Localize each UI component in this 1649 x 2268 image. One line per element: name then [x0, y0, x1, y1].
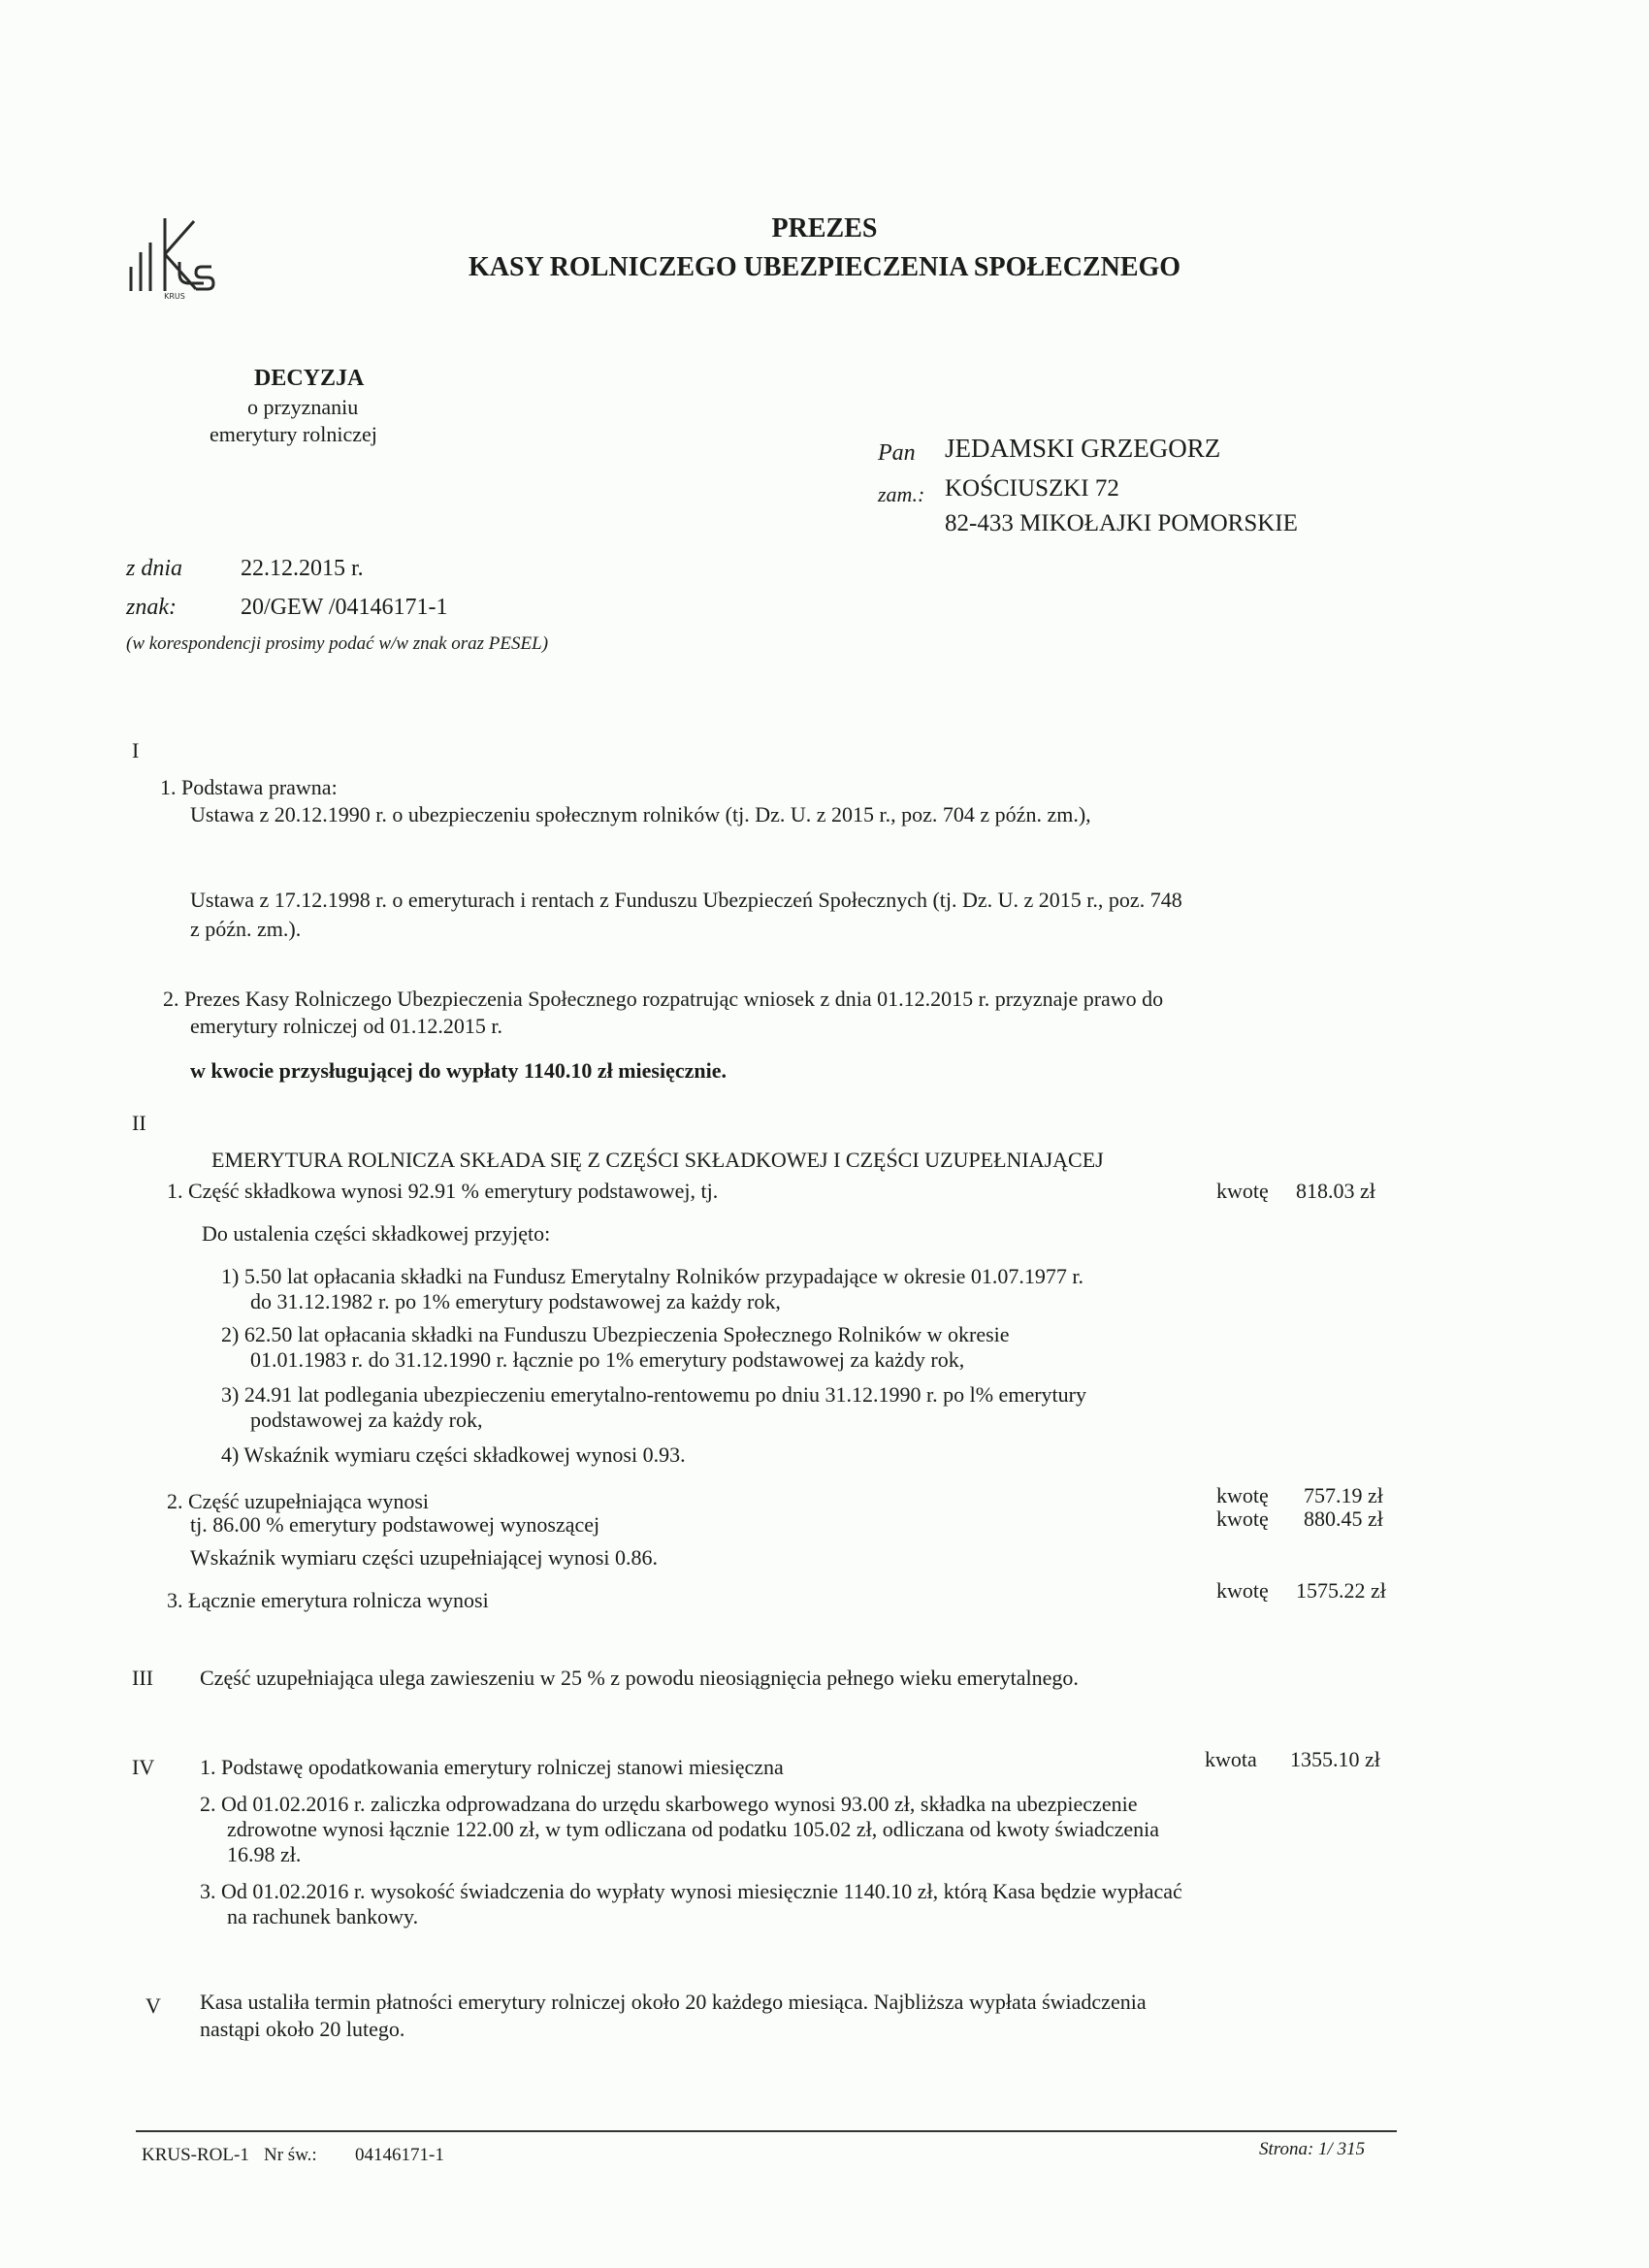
footer-divider — [136, 2130, 1397, 2132]
legal-basis-label: 1. Podstawa prawna: — [160, 775, 338, 799]
total-pension-value: 1575.22 zł — [1296, 1578, 1386, 1603]
decision-title: DECYZJA — [254, 366, 365, 391]
tax-advance-line-3: 16.98 zł. — [227, 1842, 302, 1866]
legal-basis-law-1: Ustawa z 20.12.1990 r. o ubezpieczeniu społecznym rolników (tj. Dz. U. z 2015 r., poz. 704 z późn. zm.), — [190, 802, 1091, 826]
date-label: z dnia — [126, 556, 183, 581]
supplementary-part-line: 2. Część uzupełniająca wynosi — [167, 1489, 430, 1513]
basis-item-1b: do 31.12.1982 r. po 1% emerytury podstawowej za każdy rok, — [250, 1289, 781, 1313]
net-benefit-line-1: 3. Od 01.02.2016 r. wysokość świadczenia do wypłaty wynosi miesięcznie 1140.10 zł, którą Kasa będzie wypłacać — [200, 1879, 1182, 1903]
addressee-pan-label: Pan — [878, 440, 916, 466]
decision-subtitle-2: emerytury rolniczej — [210, 422, 377, 446]
date-value: 22.12.2015 r. — [241, 556, 364, 581]
footer-nr-value: 04146171-1 — [355, 2145, 444, 2165]
basis-item-1a: 1) 5.50 lat opłacania składki na Fundusz Emerytalny Rolników przypadające w okresie 01.07.1977 r. — [221, 1264, 1083, 1288]
basis-item-3b: podstawowej za każdy rok, — [250, 1408, 483, 1432]
section-3-numeral: III — [132, 1666, 153, 1690]
payment-term-line-1: Kasa ustaliła termin płatności emerytury rolniczej około 20 każdego miesiąca. Najbliższa wypłata świadczenia — [200, 1990, 1147, 2014]
contribution-basis-intro: Do ustalenia części składkowej przyjęto: — [202, 1221, 551, 1246]
section-4-numeral: IV — [132, 1755, 155, 1779]
payment-term-line-2: nastąpi około 20 lutego. — [200, 2017, 405, 2041]
footer-form-code: KRUS-ROL-1 — [142, 2145, 249, 2165]
addressee-city: 82-433 MIKOŁAJKI POMORSKIE — [945, 510, 1298, 536]
contribution-part-line: 1. Część składkowa wynosi 92.91 % emerytury podstawowej, tj. — [167, 1179, 719, 1203]
section-5-numeral: V — [146, 1993, 161, 2018]
ref-value: 20/GEW /04146171-1 — [241, 595, 448, 620]
grant-line-1: 2. Prezes Kasy Rolniczego Ubezpieczenia Społecznego rozpatrując wniosek z dnia 01.12.2015 r. przyznaje prawo do — [163, 987, 1164, 1011]
basic-pension-line: tj. 86.00 % emerytury podstawowej wynoszącej — [190, 1512, 600, 1537]
legal-basis-law-2a: Ustawa z 17.12.1998 r. o emeryturach i rentach z Funduszu Ubezpieczeń Społecznych (tj. Dz. U. z 2015 r., poz. 748 — [190, 888, 1182, 912]
grant-line-2: emerytury rolniczej od 01.12.2015 r. — [190, 1014, 502, 1038]
tax-base-value: 1355.10 zł — [1290, 1747, 1380, 1771]
addressee-name: JEDAMSKI GRZEGORZ — [945, 434, 1221, 463]
section-1-numeral: I — [132, 738, 140, 762]
basis-item-2b: 01.01.1983 r. do 31.12.1990 r. łącznie po 1% emerytury podstawowej za każdy rok, — [250, 1347, 965, 1372]
suspension-text: Część uzupełniająca ulega zawieszeniu w 25 % z powodu nieosiągnięcia pełnego wieku emerytalnego. — [200, 1666, 1079, 1690]
supplementary-part-label: kwotę — [1216, 1483, 1269, 1507]
total-pension-label: kwotę — [1216, 1578, 1269, 1603]
payout-amount-line: w kwocie przysługującej do wypłaty 1140.10 zł miesięcznie. — [190, 1058, 727, 1083]
contribution-part-value: 818.03 zł — [1296, 1179, 1375, 1203]
contribution-part-label: kwotę — [1216, 1179, 1269, 1203]
legal-basis-law-2b: z późn. zm.). — [190, 917, 302, 941]
tax-base-label: kwota — [1205, 1747, 1257, 1771]
basis-item-4: 4) Wskaźnik wymiaru części składkowej wynosi 0.93. — [221, 1442, 686, 1467]
addressee-zam-label: zam.: — [878, 482, 925, 506]
ref-label: znak: — [126, 595, 177, 620]
section-2-numeral: II — [132, 1111, 146, 1135]
decision-subtitle-1: o przyznaniu — [247, 395, 359, 419]
supplementary-part-value: 757.19 zł — [1304, 1483, 1383, 1507]
basis-item-2a: 2) 62.50 lat opłacania składki na Funduszu Ubezpieczenia Społecznego Rolników w okresie — [221, 1322, 1010, 1346]
tax-advance-line-2: zdrowotne wynosi łącznie 122.00 zł, w tym odliczana od podatku 105.02 zł, odliczana od kwoty świadczenia — [227, 1817, 1160, 1841]
tax-advance-line-1: 2. Od 01.02.2016 r. zaliczka odprowadzana do urzędu skarbowego wynosi 93.00 zł, składka na ubezpieczenie — [200, 1792, 1138, 1816]
header-title-line2: KASY ROLNICZEGO UBEZPIECZENIA SPOŁECZNEGO — [468, 252, 1181, 282]
supplementary-index-line: Wskaźnik wymiaru części uzupełniającej wynosi 0.86. — [190, 1545, 659, 1570]
svg-text:KRUS: KRUS — [164, 292, 185, 301]
basic-pension-label: kwotę — [1216, 1507, 1269, 1531]
net-benefit-line-2: na rachunek bankowy. — [227, 1904, 419, 1928]
basic-pension-value: 880.45 zł — [1304, 1507, 1383, 1531]
header-title-line1: PREZES — [771, 213, 878, 243]
footer-page-info: Strona: 1/ 315 — [1259, 2139, 1366, 2159]
correspondence-note: (w korespondencji prosimy podać w/w znak oraz PESEL) — [126, 633, 549, 654]
total-pension-line: 3. Łącznie emerytura rolnicza wynosi — [167, 1588, 489, 1612]
addressee-street: KOŚCIUSZKI 72 — [945, 475, 1119, 502]
basis-item-3a: 3) 24.91 lat podlegania ubezpieczeniu emerytalno-rentowemu po dniu 31.12.1990 r. po l% emerytury — [221, 1382, 1086, 1407]
footer-nr-label: Nr św.: — [264, 2145, 317, 2165]
pension-composition-heading: EMERYTURA ROLNICZA SKŁADA SIĘ Z CZĘŚCI SKŁADKOWEJ I CZĘŚCI UZUPEŁNIAJĄCEJ — [211, 1148, 1104, 1172]
tax-base-line: 1. Podstawę opodatkowania emerytury rolniczej stanowi miesięczna — [200, 1755, 784, 1779]
